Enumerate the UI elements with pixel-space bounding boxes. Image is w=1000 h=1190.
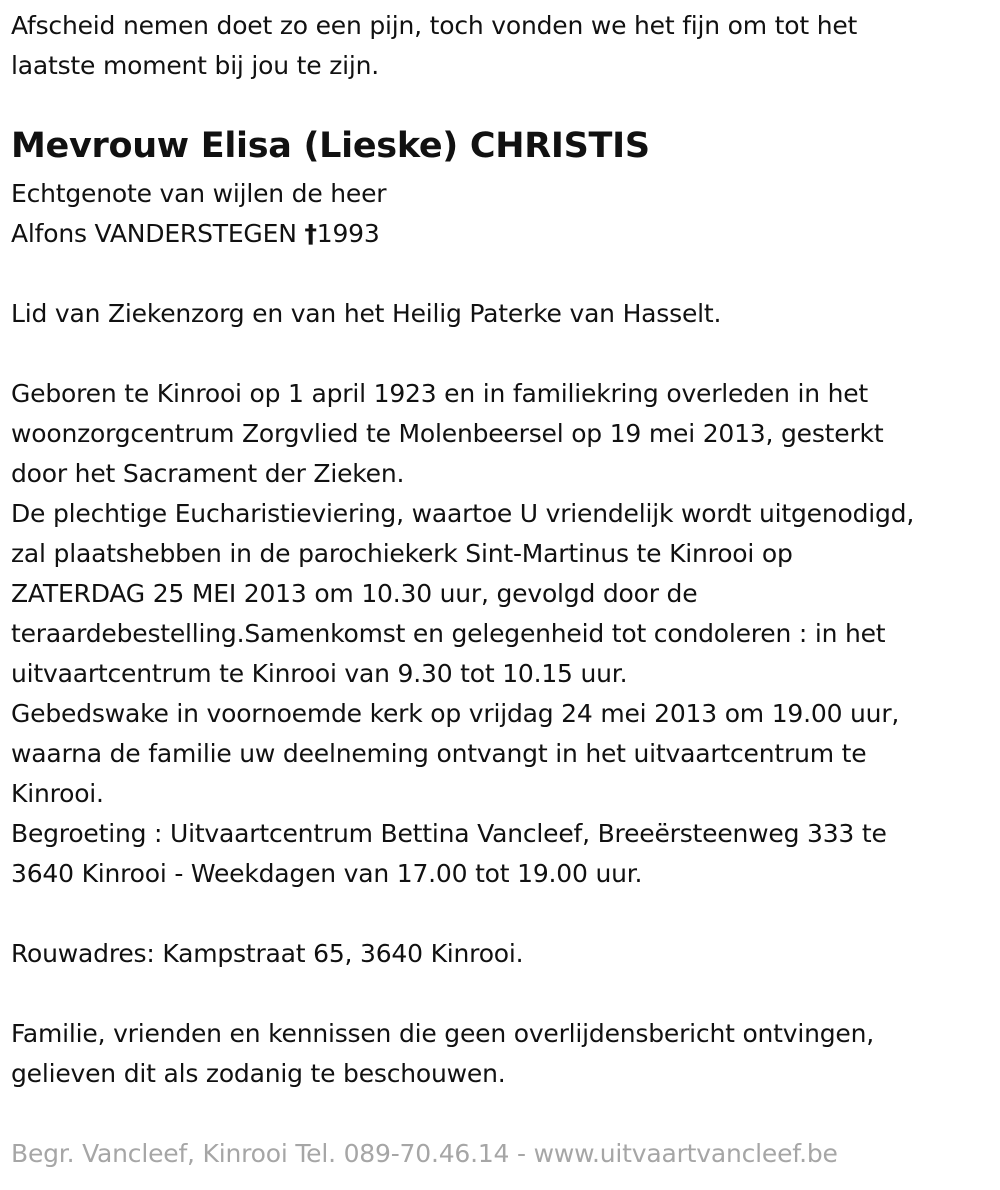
details-line: woonzorgcentrum Zorgvlied te Molenbeersel op 19 mei 2013, gesterkt bbox=[11, 419, 884, 448]
closing-line: Familie, vrienden en kennissen die geen overlijdensbericht ontvingen, bbox=[11, 1019, 875, 1048]
intro-line: Afscheid nemen doet zo een pijn, toch vonden we het fijn om tot het bbox=[11, 11, 858, 40]
membership-line: Lid van Ziekenzorg en van het Heilig Paterke van Hasselt. bbox=[11, 299, 722, 328]
intro-verse bbox=[11, 6, 857, 86]
funeral-home-footer: Begr. Vancleef, Kinrooi Tel. 089-70.46.14 - www.uitvaartvancleef.be bbox=[11, 1139, 838, 1168]
spouse-name: Alfons VANDERSTEGEN bbox=[11, 219, 305, 248]
details-line: Geboren te Kinrooi op 1 april 1923 en in familiekring overleden in het bbox=[11, 379, 869, 408]
intro-line: laatste moment bij jou te zijn. bbox=[11, 51, 379, 80]
membership bbox=[11, 294, 721, 334]
mourning-address bbox=[11, 934, 523, 974]
details-line: uitvaartcentrum te Kinrooi van 9.30 tot 10.15 uur. bbox=[11, 659, 628, 688]
deceased-name: Mevrouw Elisa (Lieske) CHRISTIS bbox=[11, 126, 650, 166]
spouse-name-line bbox=[11, 214, 386, 254]
details-line: teraardebestelling.Samenkomst en gelegenheid tot condoleren : in het bbox=[11, 619, 886, 648]
details-line: ZATERDAG 25 MEI 2013 om 10.30 uur, gevolgd door de bbox=[11, 579, 698, 608]
spouse-info bbox=[11, 174, 386, 254]
details-line: Begroeting : Uitvaartcentrum Bettina Vancleef, Breeërsteenweg 333 te bbox=[11, 819, 887, 848]
details-line: De plechtige Eucharistieviering, waartoe U vriendelijk wordt uitgenodigd, bbox=[11, 499, 915, 528]
address-line: Rouwadres: Kampstraat 65, 3640 Kinrooi. bbox=[11, 939, 524, 968]
details-line: door het Sacrament der Zieken. bbox=[11, 459, 405, 488]
details-line: waarna de familie uw deelneming ontvangt in het uitvaartcentrum te bbox=[11, 739, 867, 768]
details-line: Gebedswake in voornoemde kerk op vrijdag 24 mei 2013 om 19.00 uur, bbox=[11, 699, 900, 728]
closing-line: gelieven dit als zodanig te beschouwen. bbox=[11, 1059, 506, 1088]
details-line: 3640 Kinrooi - Weekdagen van 17.00 tot 19.00 uur. bbox=[11, 859, 643, 888]
closing-note bbox=[11, 1014, 874, 1094]
spouse-intro-line: Echtgenote van wijlen de heer bbox=[11, 179, 387, 208]
funeral-details bbox=[11, 374, 914, 894]
spouse-death-year: 1993 bbox=[316, 219, 380, 248]
details-line: zal plaatshebben in de parochiekerk Sint-Martinus te Kinrooi op bbox=[11, 539, 793, 568]
cross-icon: † bbox=[304, 219, 317, 248]
details-line: Kinrooi. bbox=[11, 779, 104, 808]
